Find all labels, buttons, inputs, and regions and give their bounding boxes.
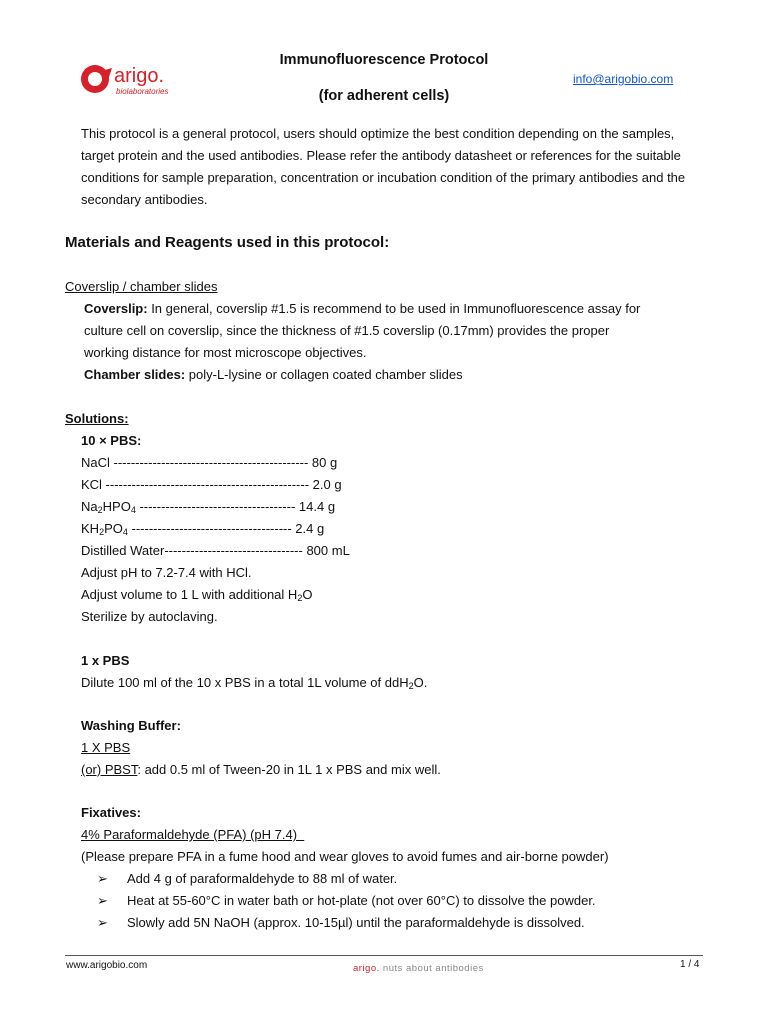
pbst-label: (or) PBST [81, 762, 138, 777]
washing-heading: Washing Buffer: [81, 718, 181, 733]
coverslip-line-1 [84, 298, 640, 320]
materials-heading: Materials and Reagents used in this protocol: [65, 234, 390, 251]
pbs1-heading: 1 x PBS [81, 653, 130, 668]
chamber-label: Chamber slides: [84, 367, 186, 382]
coverslip-line-2: culture cell on coverslip, since the thickness of #1.5 coverslip (0.17mm) provides the proper [84, 323, 610, 338]
arrow-bullet-icon: ➢ [97, 893, 108, 908]
coverslip-text-1: In general, coverslip #1.5 is recommend to be used in Immunofluorescence assay for [147, 301, 641, 316]
pbs1-part: Dilute 100 ml of the 10 x PBS in a total 1L volume of ddH [81, 675, 409, 690]
pbs1-part: O. [413, 675, 428, 690]
pfa-step-text: Heat at 55-60°C in water bath or hot-plate (not over 60°C) to dissolve the powder. [127, 893, 596, 908]
volume-sub: 2 [297, 593, 303, 603]
volume-part: Adjust volume to 1 L with additional H [81, 587, 298, 602]
na2hpo4-amount: ------------------------------------ 14.4 g [135, 499, 336, 514]
na2hpo4-part: Na [81, 499, 98, 514]
kh2po4-sub: 4 [122, 527, 128, 537]
kh2po4-amount: ------------------------------------- 2.4 g [127, 521, 325, 536]
footer-website[interactable]: www.arigobio.com [66, 960, 148, 971]
pfa-note: (Please prepare PFA in a fume hood and wear gloves to avoid fumes and air-borne powder) [81, 849, 609, 864]
email-link[interactable]: info@arigobio.com [573, 72, 674, 86]
kh2po4-sub: 2 [99, 527, 105, 537]
pbs1-text [81, 672, 427, 697]
footer-brand: arigo. [353, 963, 380, 974]
kh2po4-part: KH [81, 521, 100, 536]
kcl-line: KCl ----------------------------------------------- 2.0 g [81, 477, 342, 492]
page-title: Immunofluorescence Protocol [279, 52, 489, 68]
intro-paragraph: This protocol is a general protocol, users should optimize the best condition depending on the samples, target protein and the used antibodies. Please refer the antibody datasheet or references for the suitable conditions for sample preparation, concentration or incubation condition of the primary antibodies and the secondary antibodies. [81, 126, 686, 207]
kh2po4-part: PO [104, 521, 123, 536]
pfa-step-text: Slowly add 5N NaOH (approx. 10-15µl) until the paraformaldehyde is dissolved. [127, 915, 585, 930]
logo-text: arigo. [114, 65, 165, 87]
pbst-text: : add 0.5 ml of Tween-20 in 1L 1 x PBS and mix well. [137, 762, 441, 777]
water-line: Distilled Water-------------------------------- 800 mL [81, 543, 350, 558]
nacl-line: NaCl --------------------------------------------- 80 g [81, 455, 338, 470]
footer-tagline-text: nuts about antibodies [382, 963, 484, 974]
pbs1-sub: 2 [408, 681, 414, 691]
chamber-text: poly-L-lysine or collagen coated chamber slides [185, 367, 463, 382]
pfa-heading: 4% Paraformaldehyde (PFA) (pH 7.4) [81, 827, 305, 842]
ph-line: Adjust pH to 7.2-7.4 with HCl. [81, 565, 252, 580]
washing-option-1: 1 X PBS [81, 740, 131, 755]
arrow-bullet-icon: ➢ [97, 915, 108, 930]
footer-divider [65, 955, 703, 956]
page-number: 1 / 4 [680, 959, 700, 970]
page-subtitle: (for adherent cells) [318, 88, 450, 104]
na2hpo4-sub: 2 [97, 505, 103, 515]
pfa-step [97, 912, 585, 934]
na2hpo4-part: HPO [102, 499, 131, 514]
coverslip-label: Coverslip: [84, 301, 148, 316]
chamber-line [84, 364, 463, 386]
solutions-heading: Solutions: [65, 411, 129, 426]
pfa-step [97, 868, 397, 890]
logo-subtext: biolaboratories [116, 87, 169, 96]
volume-part: O [302, 587, 313, 602]
footer-tagline [353, 963, 484, 974]
arrow-bullet-icon: ➢ [97, 871, 108, 886]
coverslip-heading: Coverslip / chamber slides [65, 279, 218, 294]
coverslip-line-3: working distance for most microscope objectives. [84, 345, 367, 360]
pfa-step [97, 890, 596, 912]
washing-option-2 [81, 759, 441, 781]
fixatives-heading: Fixatives: [81, 805, 141, 820]
pfa-step-text: Add 4 g of paraformaldehyde to 88 ml of water. [127, 871, 398, 886]
na2hpo4-sub: 4 [130, 505, 136, 515]
sterilize-line: Sterilize by autoclaving. [81, 609, 218, 624]
pbs10-heading: 10 × PBS: [81, 433, 142, 448]
